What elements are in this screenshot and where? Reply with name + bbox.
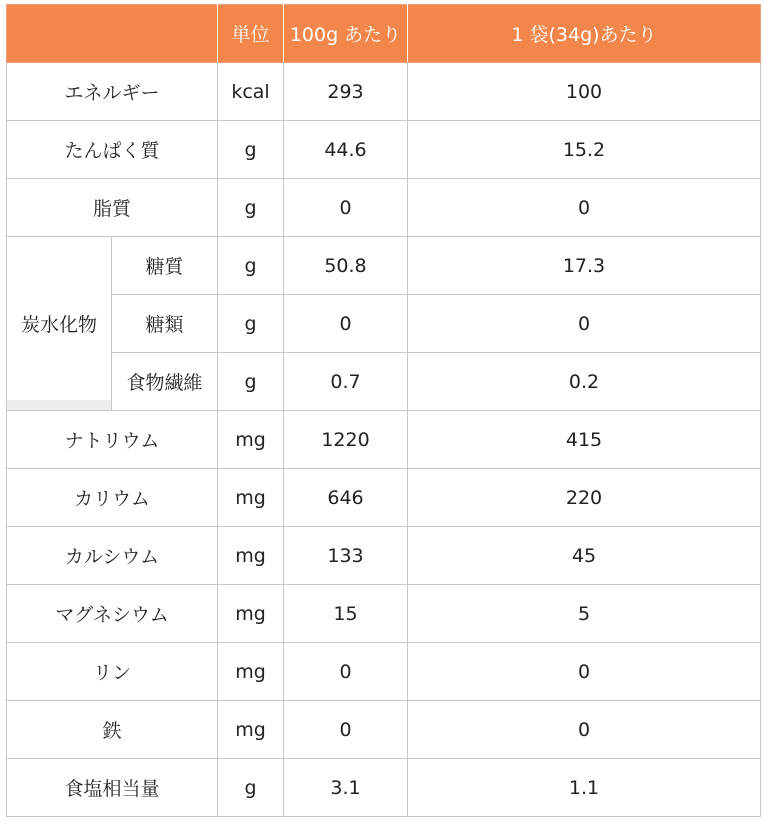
- nutrient-unit: mg: [218, 469, 284, 527]
- table-row: [7, 121, 761, 179]
- nutrient-unit: mg: [218, 527, 284, 585]
- table-row: [7, 411, 761, 469]
- nutrient-unit: g: [218, 121, 284, 179]
- table-row: [7, 527, 761, 585]
- nutrient-unit: mg: [218, 643, 284, 701]
- value-per-bag: 415: [408, 411, 761, 469]
- table-row: [7, 295, 761, 353]
- nutrient-name: エネルギー: [7, 63, 218, 121]
- value-per-bag: 0: [408, 295, 761, 353]
- nutrient-name: 食塩相当量: [7, 759, 218, 817]
- value-per-bag: 0: [408, 179, 761, 237]
- value-per-100g: 1220: [284, 411, 408, 469]
- value-per-100g: 0: [284, 701, 408, 759]
- nutrient-unit: g: [218, 237, 284, 295]
- nutrient-name: 糖質: [112, 237, 218, 295]
- table-row: [7, 469, 761, 527]
- carbohydrate-group-label: [7, 237, 112, 411]
- table-row: [7, 63, 761, 121]
- table-row: [7, 701, 761, 759]
- value-per-bag: 0.2: [408, 353, 761, 411]
- nutrient-unit: mg: [218, 411, 284, 469]
- nutrient-unit: g: [218, 353, 284, 411]
- value-per-100g: 293: [284, 63, 408, 121]
- header-unit: 単位: [218, 5, 284, 63]
- nutrient-name: ナトリウム: [7, 411, 218, 469]
- table-row: [7, 353, 761, 411]
- nutrient-unit: g: [218, 295, 284, 353]
- header-per-bag: 1 袋(34g)あたり: [408, 5, 761, 63]
- value-per-100g: 133: [284, 527, 408, 585]
- nutrient-name: カリウム: [7, 469, 218, 527]
- value-per-100g: 0: [284, 643, 408, 701]
- carbohydrate-group-text: 炭水化物: [20, 314, 97, 336]
- table-row: [7, 759, 761, 817]
- header-per-100g: 100g あたり: [284, 5, 408, 63]
- value-per-bag: 0: [408, 701, 761, 759]
- nutrient-name: たんぱく質: [7, 121, 218, 179]
- value-per-bag: 17.3: [408, 237, 761, 295]
- table-row: [7, 179, 761, 237]
- header-blank: [7, 5, 218, 63]
- value-per-100g: 646: [284, 469, 408, 527]
- value-per-100g: 44.6: [284, 121, 408, 179]
- nutrition-table: [6, 4, 761, 817]
- value-per-100g: 50.8: [284, 237, 408, 295]
- nutrient-unit: g: [218, 759, 284, 817]
- nutrient-name: 食物繊維: [112, 353, 218, 411]
- value-per-bag: 5: [408, 585, 761, 643]
- nutrient-name: リン: [7, 643, 218, 701]
- value-per-bag: 15.2: [408, 121, 761, 179]
- value-per-bag: 220: [408, 469, 761, 527]
- table-row: [7, 643, 761, 701]
- value-per-bag: 100: [408, 63, 761, 121]
- group-shade: [7, 400, 111, 410]
- nutrient-name: カルシウム: [7, 527, 218, 585]
- value-per-100g: 15: [284, 585, 408, 643]
- header-row: [7, 5, 761, 63]
- value-per-100g: 0.7: [284, 353, 408, 411]
- table-row: [7, 237, 761, 295]
- table-row: [7, 585, 761, 643]
- value-per-bag: 0: [408, 643, 761, 701]
- nutrient-unit: g: [218, 179, 284, 237]
- nutrient-unit: kcal: [218, 63, 284, 121]
- nutrient-name: 鉄: [7, 701, 218, 759]
- nutrient-unit: mg: [218, 701, 284, 759]
- value-per-bag: 45: [408, 527, 761, 585]
- nutrient-name: 脂質: [7, 179, 218, 237]
- value-per-100g: 0: [284, 295, 408, 353]
- value-per-100g: 3.1: [284, 759, 408, 817]
- nutrient-unit: mg: [218, 585, 284, 643]
- nutrient-name: マグネシウム: [7, 585, 218, 643]
- nutrient-name: 糖類: [112, 295, 218, 353]
- value-per-100g: 0: [284, 179, 408, 237]
- value-per-bag: 1.1: [408, 759, 761, 817]
